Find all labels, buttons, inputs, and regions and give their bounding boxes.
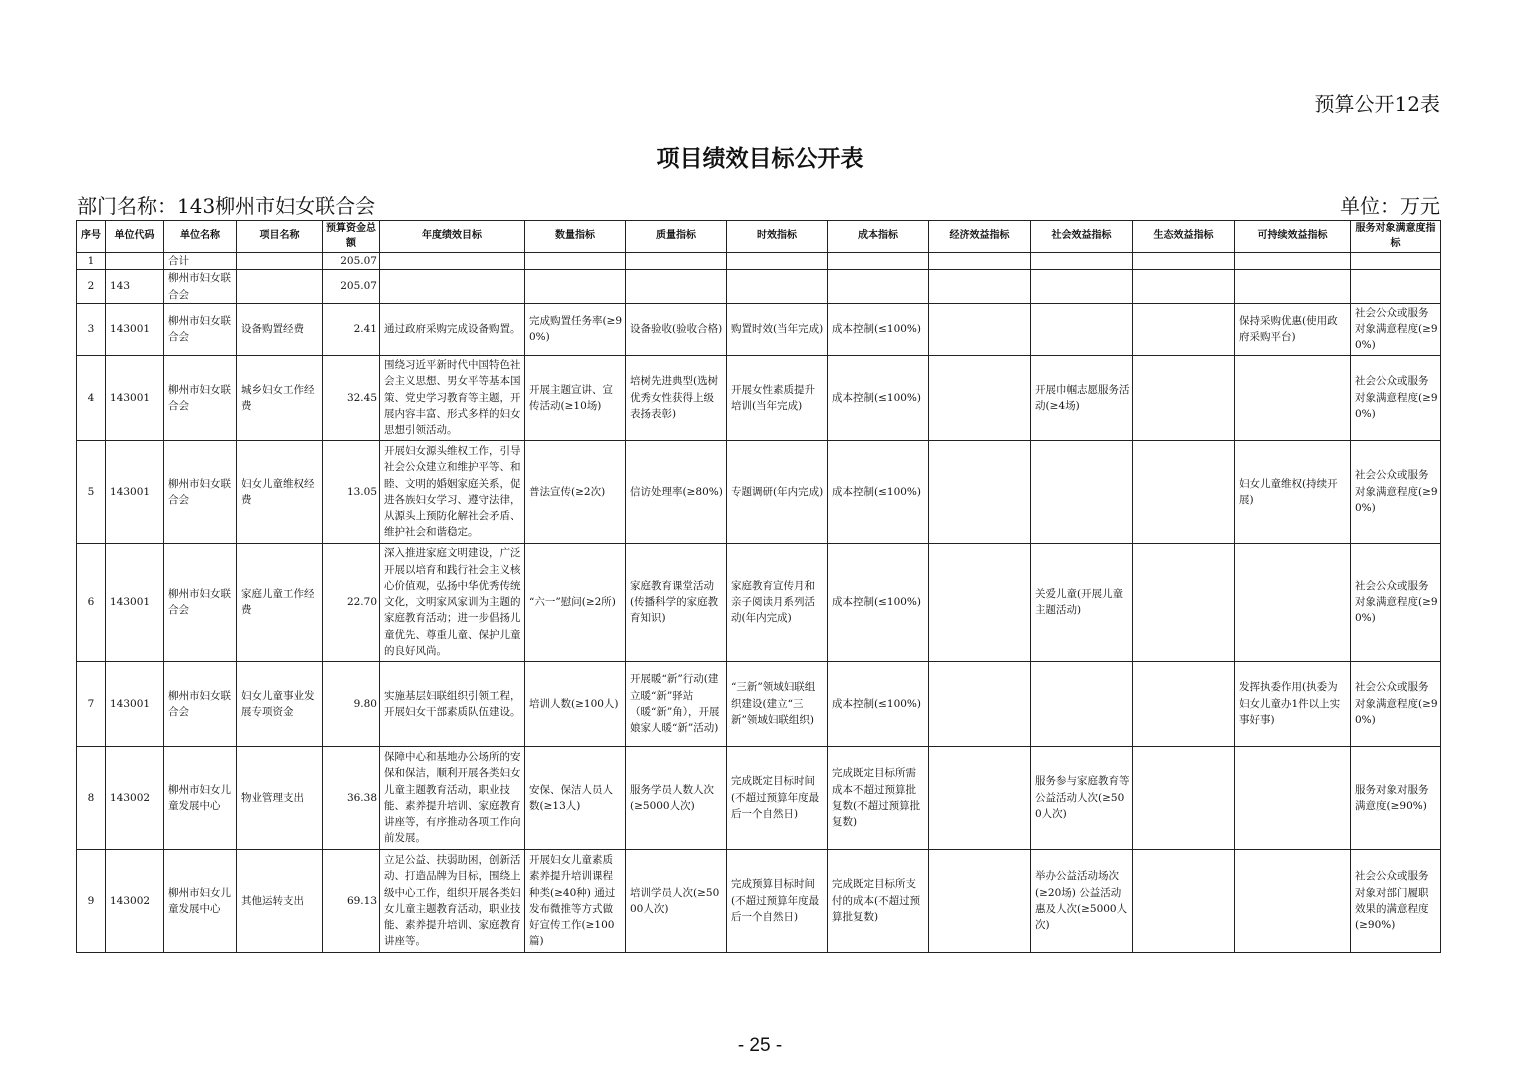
table-cell <box>1133 303 1235 355</box>
table-body <box>77 253 1441 953</box>
column-header: 项目名称 <box>237 221 323 253</box>
table-cell <box>1031 440 1133 543</box>
table-cell: 2.41 <box>323 303 380 355</box>
table-cell: 成本控制(≤100%) <box>828 661 929 746</box>
table-cell: 设备验收(验收合格) <box>626 303 727 355</box>
table-cell: 家庭儿童工作经费 <box>237 543 323 661</box>
table-cell <box>929 849 1031 952</box>
table-cell: 69.13 <box>323 849 380 952</box>
table-cell: 城乡妇女工作经费 <box>237 355 323 440</box>
table-cell: 立足公益、扶弱助困，创新活动、打造品牌为目标，围绕上级中心工作，组织开展各类妇女儿童主题教育活动，职业技能、素养提升培训、家庭教育讲座等。 <box>380 849 525 952</box>
table-cell: 成本控制(≤100%) <box>828 355 929 440</box>
table-cell: 社会公众或服务对象满意程度(≥90%) <box>1351 440 1441 543</box>
table-cell <box>1235 746 1351 849</box>
table-cell <box>1031 661 1133 746</box>
table-cell: 培训人数(≥100人) <box>525 661 626 746</box>
table-cell <box>626 253 727 270</box>
table-cell: 开展妇女儿童素质素养提升培训课程种类(≥40种) 通过发布微推等方式做好宣传工作(≥100篇) <box>525 849 626 952</box>
table-cell: 培树先进典型(选树优秀女性获得上级表扬表彰) <box>626 355 727 440</box>
table-cell: 妇女儿童维权(持续开展) <box>1235 440 1351 543</box>
table-cell: 保障中心和基地办公场所的安保和保洁，顺利开展各类妇女儿童主题教育活动，职业技能、素养提升培训、家庭教育讲座等，有序推动各项工作向前发展。 <box>380 746 525 849</box>
table-cell <box>828 270 929 304</box>
table-cell: 保持采购优惠(使用政府采购平台) <box>1235 303 1351 355</box>
table-cell: 围绕习近平新时代中国特色社会主义思想、男女平等基本国策、党史学习教育等主题，开展内容丰富、形式多样的妇女思想引领活动。 <box>380 355 525 440</box>
table-cell: 成本控制(≤100%) <box>828 303 929 355</box>
table-cell <box>525 253 626 270</box>
table-cell: 2 <box>77 270 106 304</box>
table-cell: 完成购置任务率(≥90%) <box>525 303 626 355</box>
table-cell: 13.05 <box>323 440 380 543</box>
table-cell: 购置时效(当年完成) <box>727 303 828 355</box>
table-row <box>77 440 1441 543</box>
table-cell: 柳州市妇女儿童发展中心 <box>164 849 237 952</box>
column-header: 序号 <box>77 221 106 253</box>
column-header: 服务对象满意度指标 <box>1351 221 1441 253</box>
table-cell: 205.07 <box>323 253 380 270</box>
table-cell: 柳州市妇女联合会 <box>164 543 237 661</box>
table-cell: 32.45 <box>323 355 380 440</box>
table-cell: 7 <box>77 661 106 746</box>
table-cell: 家庭教育宣传月和亲子阅读月系列活动(年内完成) <box>727 543 828 661</box>
table-cell: 6 <box>77 543 106 661</box>
table-cell: 143001 <box>106 303 164 355</box>
table-cell: 5 <box>77 440 106 543</box>
table-cell <box>1031 253 1133 270</box>
table-cell <box>929 355 1031 440</box>
table-cell: 9.80 <box>323 661 380 746</box>
column-header: 经济效益指标 <box>929 221 1031 253</box>
table-cell: 深入推进家庭文明建设，广泛开展以培育和践行社会主义核心价值观，弘扬中华优秀传统文化，文明家风家训为主题的家庭教育活动；进一步倡扬儿童优先、尊重儿童、保护儿童的良好风尚。 <box>380 543 525 661</box>
table-cell <box>1133 746 1235 849</box>
table-cell: “三新”领域妇联组织建设(建立“三新”领域妇联组织) <box>727 661 828 746</box>
table-cell <box>1235 543 1351 661</box>
table-cell: 9 <box>77 849 106 952</box>
table-cell <box>1133 849 1235 952</box>
table-cell: 社会公众或服务对象满意程度(≥90%) <box>1351 355 1441 440</box>
table-number-label: 预算公开12表 <box>1314 92 1440 116</box>
table-cell: 143001 <box>106 543 164 661</box>
table-cell: 柳州市妇女联合会 <box>164 661 237 746</box>
table-cell: 开展妇女源头维权工作，引导社会公众建立和维护平等、和睦、文明的婚姻家庭关系，促进各族妇女学习、遵守法律，从源头上预防化解社会矛盾、维护社会和谐稳定。 <box>380 440 525 543</box>
table-cell: 社会公众或服务对象满意程度(≥90%) <box>1351 303 1441 355</box>
table-cell: 143001 <box>106 440 164 543</box>
table-cell: 服务学员人数人次(≥5000人次) <box>626 746 727 849</box>
table-cell: 成本控制(≤100%) <box>828 543 929 661</box>
table-row <box>77 270 1441 304</box>
table-cell <box>1133 661 1235 746</box>
table-cell: 143001 <box>106 661 164 746</box>
table-cell: 社会公众或服务对象满意程度(≥90%) <box>1351 543 1441 661</box>
table-cell <box>828 253 929 270</box>
table-cell: 其他运转支出 <box>237 849 323 952</box>
table-cell: 8 <box>77 746 106 849</box>
column-header: 预算资金总额 <box>323 221 380 253</box>
column-header: 生态效益指标 <box>1133 221 1235 253</box>
table-cell <box>929 661 1031 746</box>
table-cell: 柳州市妇女联合会 <box>164 355 237 440</box>
table-row <box>77 849 1441 952</box>
table-cell: 物业管理支出 <box>237 746 323 849</box>
table-cell: 柳州市妇女联合会 <box>164 440 237 543</box>
table-cell <box>1235 270 1351 304</box>
currency-unit: 单位：万元 <box>1340 194 1440 218</box>
table-cell: 22.70 <box>323 543 380 661</box>
table-row <box>77 303 1441 355</box>
table-cell: 柳州市妇女儿童发展中心 <box>164 746 237 849</box>
table-cell: 完成既定目标所支付的成本(不超过预算批复数) <box>828 849 929 952</box>
table-cell <box>929 543 1031 661</box>
table-cell: 妇女儿童事业发展专项资金 <box>237 661 323 746</box>
table-cell <box>1235 355 1351 440</box>
table-cell: 服务对象对服务满意度(≥90%) <box>1351 746 1441 849</box>
table-cell: 柳州市妇女联合会 <box>164 270 237 304</box>
column-header: 可持续效益指标 <box>1235 221 1351 253</box>
table-cell <box>380 253 525 270</box>
table-row <box>77 253 1441 270</box>
table-cell: “六一”慰问(≥2所) <box>525 543 626 661</box>
table-cell <box>380 270 525 304</box>
table-cell: 143002 <box>106 849 164 952</box>
table-cell: 培训学员人次(≥5000人次) <box>626 849 727 952</box>
table-cell: 普法宣传(≥2次) <box>525 440 626 543</box>
table-cell: 社会公众或服务对象满意程度(≥90%) <box>1351 661 1441 746</box>
table-cell: 4 <box>77 355 106 440</box>
table-cell: 开展暖“新”行动(建立暖“新”驿站（暖“新”角），开展娘家人暖“新”活动) <box>626 661 727 746</box>
column-header: 社会效益指标 <box>1031 221 1133 253</box>
table-cell <box>727 270 828 304</box>
table-cell: 成本控制(≤100%) <box>828 440 929 543</box>
table-cell: 家庭教育课堂活动(传播科学的家庭教育知识) <box>626 543 727 661</box>
table-cell: 专题调研(年内完成) <box>727 440 828 543</box>
table-cell: 开展主题宣讲、宣传活动(≥10场) <box>525 355 626 440</box>
performance-target-table <box>76 220 1441 953</box>
table-cell: 妇女儿童维权经费 <box>237 440 323 543</box>
table-cell <box>929 270 1031 304</box>
table-cell <box>626 270 727 304</box>
table-row <box>77 661 1441 746</box>
table-cell <box>525 270 626 304</box>
table-cell <box>1235 849 1351 952</box>
table-cell: 1 <box>77 253 106 270</box>
table-cell: 143001 <box>106 355 164 440</box>
table-cell: 柳州市妇女联合会 <box>164 303 237 355</box>
table-cell: 发挥执委作用(执委为妇女儿童办1件以上实事好事) <box>1235 661 1351 746</box>
table-cell <box>929 440 1031 543</box>
table-cell: 开展女性素质提升培训(当年完成) <box>727 355 828 440</box>
column-header: 单位名称 <box>164 221 237 253</box>
table-cell <box>929 746 1031 849</box>
table-cell <box>929 253 1031 270</box>
document-title: 项目绩效目标公开表 <box>656 146 864 172</box>
table-cell <box>1133 440 1235 543</box>
table-cell <box>1133 270 1235 304</box>
table-cell: 关爱儿童(开展儿童主题活动) <box>1031 543 1133 661</box>
table-cell: 36.38 <box>323 746 380 849</box>
table-cell <box>1235 253 1351 270</box>
table-row <box>77 355 1441 440</box>
table-cell: 通过政府采购完成设备购置。 <box>380 303 525 355</box>
table-cell <box>106 253 164 270</box>
table-cell <box>1031 270 1133 304</box>
table-cell: 205.07 <box>323 270 380 304</box>
table-cell <box>929 303 1031 355</box>
table-cell <box>1351 253 1441 270</box>
table-cell: 服务参与家庭教育等公益活动人次(≥500人次) <box>1031 746 1133 849</box>
column-header: 时效指标 <box>727 221 828 253</box>
table-row <box>77 543 1441 661</box>
table-cell <box>1133 543 1235 661</box>
department-name: 部门名称：143柳州市妇女联合会 <box>77 194 376 218</box>
column-header: 成本指标 <box>828 221 929 253</box>
table-cell <box>1133 355 1235 440</box>
table-cell: 3 <box>77 303 106 355</box>
column-header: 质量指标 <box>626 221 727 253</box>
table-cell: 实施基层妇联组织引领工程，开展妇女干部素质队伍建设。 <box>380 661 525 746</box>
table-cell <box>1133 253 1235 270</box>
page-number: - 25 - <box>737 1035 783 1056</box>
table-cell: 143 <box>106 270 164 304</box>
column-header: 数量指标 <box>525 221 626 253</box>
table-cell: 信访处理率(≥80%) <box>626 440 727 543</box>
table-cell: 143002 <box>106 746 164 849</box>
table-cell: 举办公益活动场次(≥20场) 公益活动惠及人次(≥5000人次) <box>1031 849 1133 952</box>
table-row <box>77 746 1441 849</box>
table-cell <box>1031 303 1133 355</box>
table-cell <box>237 253 323 270</box>
table-cell: 完成既定目标所需成本不超过预算批复数(不超过预算批复数) <box>828 746 929 849</box>
table-cell: 完成既定目标时间(不超过预算年度最后一个自然日) <box>727 746 828 849</box>
table-cell: 设备购置经费 <box>237 303 323 355</box>
column-header: 单位代码 <box>106 221 164 253</box>
table-cell <box>727 253 828 270</box>
table-cell: 社会公众或服务对象对部门履职效果的满意程度(≥90%) <box>1351 849 1441 952</box>
table-cell: 安保、保洁人员人数(≥13人) <box>525 746 626 849</box>
table-cell <box>1351 270 1441 304</box>
table-cell: 完成预算目标时间(不超过预算年度最后一个自然日) <box>727 849 828 952</box>
table-cell <box>237 270 323 304</box>
header-row <box>77 221 1441 253</box>
table-cell: 合计 <box>164 253 237 270</box>
table-cell: 开展巾帼志愿服务活动(≥4场) <box>1031 355 1133 440</box>
column-header: 年度绩效目标 <box>380 221 525 253</box>
